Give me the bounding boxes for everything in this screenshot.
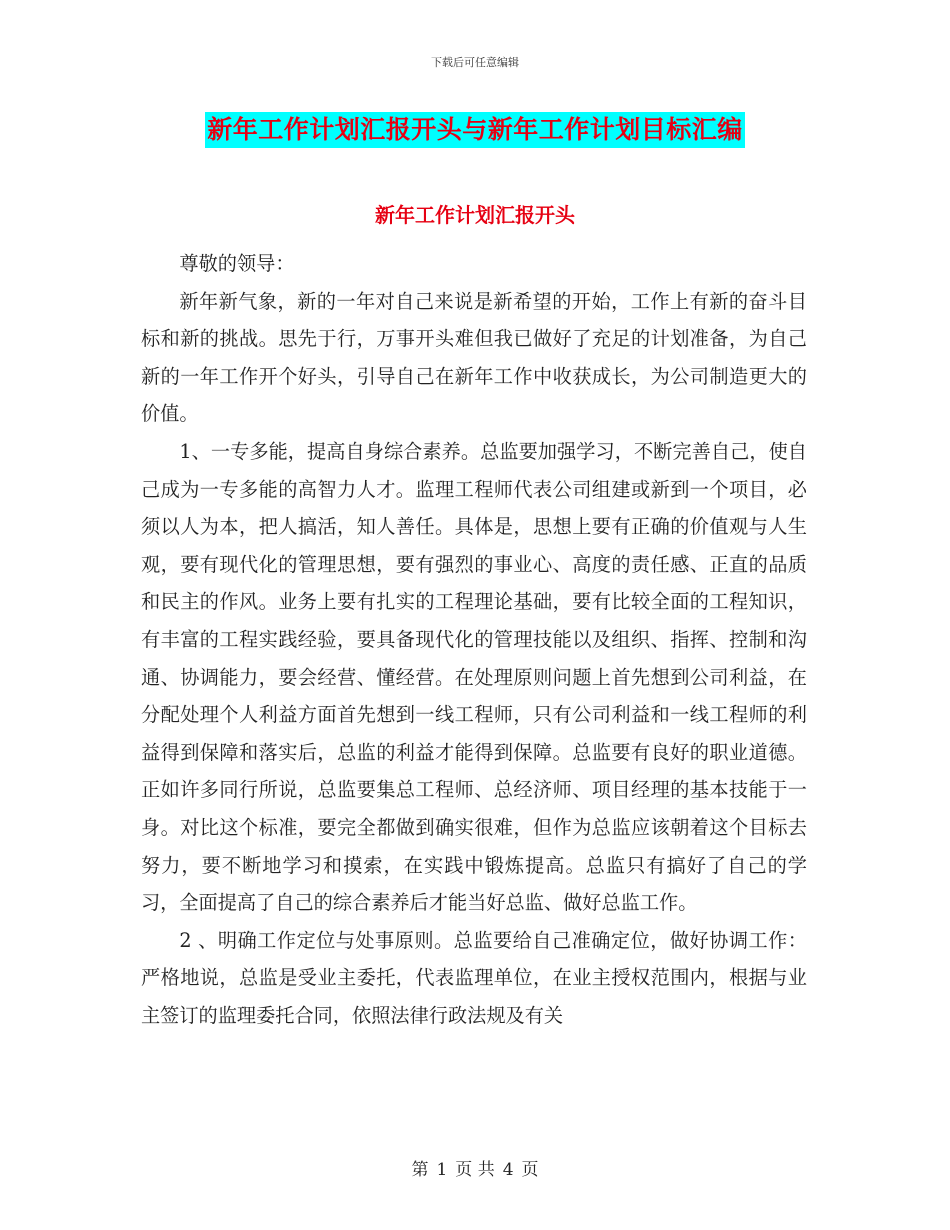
main-title: 新年工作计划汇报开头与新年工作计划目标汇编 xyxy=(205,112,745,148)
page-footer xyxy=(0,1155,950,1180)
main-title-container xyxy=(0,112,950,148)
header-note: 下载后可任意编辑 xyxy=(431,56,519,69)
footer-mid: 页 共 xyxy=(455,1160,495,1180)
footer-prefix: 第 xyxy=(411,1160,429,1180)
point-1-paragraph: 1、一专多能，提高自身综合素养。总监要加强学习，不断完善自己，使自己成为一专多能的高智力人才。监理工程师代表公司组建或新到一个项目，必须以人为本，把人搞活，知人善任。具体是，思想上要有正确的价值观与人生观，要有现代化的管理思想，要有强烈的事业心、高度的责任感、正直的品质和民主的作风。业务上要有扎实的工程理论基础，要有比较全面的工程知识，有丰富的工程实践经验，要具备现代化的管理技能以及组织、指挥、控制和沟通、协调能力，要会经营、懂经营。在处理原则问题上首先想到公司利益，在分配处理个人利益方面首先想到一线工程师，只有公司利益和一线工程师的利益得到保障和落实后，总监的利益才能得到保障。总监要有良好的职业道德。正如许多同行所说，总监要集总工程师、总经济师、项目经理的基本技能于一身。对比这个标准，要完全都做到确实很难，但作为总监应该朝着这个目标去努力，要不断地学习和摸索，在实践中锻炼提高。总监只有搞好了自己的学习，全面提高了自己的综合素养后才能当好总监、做好总监工作。 xyxy=(141,439,807,915)
point-2-paragraph: 2 、明确工作定位与处事原则。总监要给自己准确定位，做好协调工作：严格地说，总监是受业主委托，代表监理单位，在业主授权范围内，根据与业主签订的监理委托合同，依照法律行政法规及有关 xyxy=(141,928,807,1027)
footer-suffix: 页 xyxy=(521,1160,539,1180)
total-pages-number: 4 xyxy=(502,1160,514,1180)
current-page-number: 1 xyxy=(436,1160,448,1180)
intro-paragraph: 新年新气象，新的一年对自己来说是新希望的开始，工作上有新的奋斗目标和新的挑战。思先于行，万事开头难但我已做好了充足的计划准备，为自己新的一年工作开个好头，引导自己在新年工作中收获成长，为公司制造更大的价值。 xyxy=(141,289,807,426)
salutation-paragraph: 尊敬的领导： xyxy=(179,252,295,275)
section-title: 新年工作计划汇报开头 xyxy=(375,203,575,227)
document-body xyxy=(141,245,807,1034)
